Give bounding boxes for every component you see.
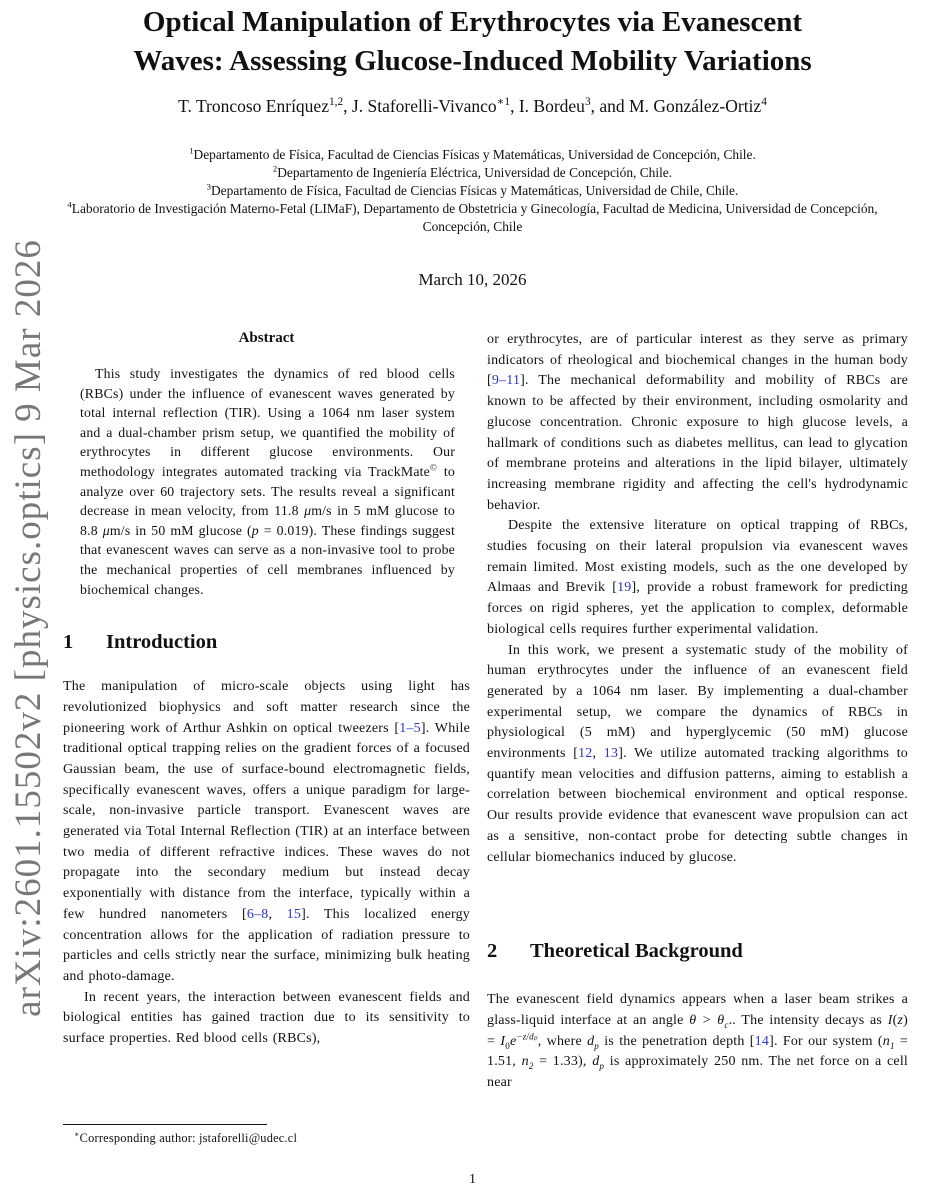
text-segment: , <box>592 746 604 762</box>
text-segment: Corresponding author: jstaforelli@udec.cl <box>79 1131 298 1145</box>
text-segment: m/s in 5 mM glucose to 8.8 <box>80 503 455 538</box>
theory-paragraph-1 <box>487 990 908 1094</box>
text-segment: θ > θ <box>689 1012 725 1028</box>
text-segment: ]. For our system ( <box>769 1033 883 1049</box>
text-segment: Departamento de Física, Facultad de Ciencias Físicas y Matemáticas, Universidad de Concepción, Chile. <box>193 147 756 162</box>
text-segment: , where <box>537 1033 588 1049</box>
text-segment: 0 <box>505 1040 510 1051</box>
text-segment: This study investigates the dynamics of red blood cells (RBCs) under the influence of evanescent waves generated by total internal reflection (TIR). Using a 1064 nm laser system and a dual-chamber prism setup, we quantified the mobility of erythrocytes in different glucose environments. Our methodology integrates automated tracking via TrackMate <box>80 366 455 479</box>
paper-title-line2: Waves: Assessing Glucose-Induced Mobility Variations <box>133 45 812 77</box>
text-segment: ], provide a robust framework for predicting forces on rigid spheres, yet the application to complex, deformable biological cells requires further experimental validation. <box>487 580 908 637</box>
text-segment: In recent years, the interaction between evanescent fields and biological entities has gained traction due to its sensitivity to surface properties. Red blood cells (RBCs), <box>63 989 470 1047</box>
citation-link[interactable]: 9–11 <box>491 373 521 389</box>
text-segment: = 0.019). These findings suggest that evanescent waves can serve as a non-invasive tool to probe the mechanical properties of cell membranes influenced by biochemical changes. <box>80 522 455 597</box>
text-segment: T. Troncoso Enríquez <box>178 96 329 116</box>
citation-link[interactable]: 13 <box>603 746 619 762</box>
text-segment: ]. The mechanical deformability and mobility of RBCs are known to be affected by their environment, including osmolarity and glucose concentration. Chronic exposure to high glucose levels, a hallmark of conditions such as diabetes mellitus, can lead to glycation of membrane proteins and alterations in the lipid bilayer, ultimately increasing membrane rigidity and affecting the cell's hydrodynamic behavior. <box>487 373 908 513</box>
text-segment: 1 <box>889 1040 895 1051</box>
text-segment: = 1.51, <box>487 1033 909 1070</box>
text-segment: c <box>724 1019 729 1030</box>
text-segment: 3 <box>206 181 212 192</box>
text-segment: m/s in 50 mM glucose ( <box>109 522 252 538</box>
text-segment: 3 <box>584 96 591 109</box>
text-segment: −z/dₚ <box>516 1031 538 1042</box>
text-segment: Departamento de Ingeniería Eléctrica, Universidad de Concepción, Chile. <box>277 165 673 180</box>
text-segment: p <box>599 1061 605 1072</box>
body-paragraph-1 <box>487 330 908 516</box>
text-segment: ]. This localized energy concentration allows for the application of radiation pressure to particles and cells strictly near the surface, minimizing bulk heating and photo-damage. <box>63 906 471 984</box>
text-segment: 1 <box>189 145 194 156</box>
text-segment: 4 <box>761 96 767 109</box>
text-segment: d <box>587 1033 595 1049</box>
text-segment: .. The intensity decays as <box>728 1012 888 1028</box>
two-column-body <box>0 330 945 1128</box>
affiliation-line-4 <box>38 200 908 236</box>
right-column <box>487 330 908 1128</box>
intro-paragraph-2 <box>63 988 470 1050</box>
page-number: 1 <box>469 1172 476 1187</box>
text-segment: z <box>897 1012 904 1028</box>
text-segment: d <box>592 1054 600 1070</box>
text-segment: , J. Staforelli-Vivanco <box>343 96 497 116</box>
text-segment: ]. While traditional optical trapping relies on the gradient forces of a focused Gaussian beam, the use of surface-bound electromagnetic fields, specifically evanescent waves, offers a unique paradigm for large-scale, non-invasive particle transport. Evanescent waves are generated via Total Internal Reflection (TIR) at an interface between two media of different refractive indices. These waves do not propagate into the secondary medium but instead decay exponentially with distance from the interface, typically within a few hundred nanometers [ <box>63 720 470 922</box>
text-segment: , <box>268 906 287 922</box>
text-segment: or erythrocytes, are of particular interest as they serve as primary indicators of rheological and biochemical changes in the human body [ <box>487 332 908 389</box>
text-segment: n <box>882 1033 890 1049</box>
text-segment: ∗ <box>74 1129 80 1139</box>
text-segment: p <box>594 1040 600 1051</box>
footnote-rule <box>63 1124 267 1125</box>
left-column <box>63 330 470 1128</box>
text-segment: is approximately 250 nm. The net force on a cell near <box>487 1054 909 1091</box>
section-2-heading <box>487 938 908 965</box>
text-segment: In this work, we present a systematic study of the mobility of human erythrocytes under the influence of an evanescent field generated by a 1064 nm laser. By implementing a dual-chamber experimental setup, we compare the dynamics of RBCs in physiological (5 mM) and hyperglycemic (50 mM) glucose environments [ <box>487 642 908 762</box>
citation-link[interactable]: 19 <box>617 580 632 596</box>
text-segment: is the penetration depth [ <box>599 1033 755 1049</box>
text-segment: μ <box>304 503 312 519</box>
text-segment: I <box>500 1033 506 1049</box>
paper-title <box>0 0 945 81</box>
affiliation-line-2 <box>38 164 908 182</box>
citation-link[interactable]: 12 <box>578 746 593 762</box>
text-segment: 2 <box>272 163 278 174</box>
citation-link[interactable]: 6–8 <box>246 906 269 922</box>
text-segment: ) = <box>487 1012 908 1049</box>
footnote-text <box>63 1131 470 1146</box>
text-segment: p <box>251 522 259 538</box>
section-2-title: Theoretical Background <box>530 940 743 963</box>
text-segment: , and M. González-Ortiz <box>590 96 762 116</box>
text-segment: Despite the extensive literature on optical trapping of RBCs, studies focusing on their lateral propulsion via evanescent waves remain limited. Most existing models, such as the one developed by Almaas and Brevik [ <box>487 518 908 596</box>
text-segment: ∗1 <box>496 96 511 109</box>
authors-line <box>0 94 945 118</box>
text-segment: © <box>430 462 438 473</box>
affiliations-block <box>38 146 908 236</box>
abstract-text <box>80 364 455 599</box>
citation-link[interactable]: 15 <box>286 906 302 922</box>
section-1-heading <box>63 629 470 656</box>
text-segment: = 1.33), <box>533 1054 593 1070</box>
text-segment: ]. We utilize automated tracking algorithms to quantify mean velocities and diffusion patterns, aiming to establish a correlation between biochemical environment and optical response. Our results provide evidence that evanescent wave propulsion can act as a sensitive, non-contact probe for detecting subtle changes in cellular biomechanics induced by glucose. <box>487 746 908 865</box>
body-paragraph-3 <box>487 641 908 869</box>
arxiv-watermark: arXiv:2601.15502v2 [physics.optics] 9 Mar 2026 <box>8 239 49 1017</box>
affiliation-line-3 <box>38 182 908 200</box>
body-paragraph-2 <box>487 516 908 640</box>
section-2-number: 2 <box>487 940 498 963</box>
paper-title-line1: Optical Manipulation of Erythrocytes via Evanescent <box>142 6 803 38</box>
text-segment: The manipulation of micro-scale objects using light has revolutionized biophysics and soft matter research since the pioneering work of Arthur Ashkin on optical tweezers [ <box>63 679 470 736</box>
text-segment: μ <box>102 522 110 538</box>
text-segment: e <box>509 1033 517 1049</box>
text-segment: to analyze over 60 trajectory sets. The results reveal a significant decrease in mean velocity, from 11.8 <box>80 463 455 519</box>
section-1-title: Introduction <box>106 631 218 654</box>
text-segment: 4 <box>67 199 72 210</box>
citation-link[interactable]: 1–5 <box>399 720 421 736</box>
text-segment: 1,2 <box>328 96 344 109</box>
citation-link[interactable]: 14 <box>754 1033 770 1049</box>
text-segment: I <box>887 1012 893 1028</box>
footnote <box>63 1124 470 1146</box>
text-segment: Departamento de Física, Facultad de Ciencias Físicas y Matemáticas, Universidad de Chile, Chile. <box>211 183 739 198</box>
intro-paragraph-1 <box>63 677 470 988</box>
affiliation-line-1 <box>38 146 908 164</box>
text-segment: 2 <box>528 1061 534 1072</box>
paper-date: March 10, 2026 <box>418 270 527 289</box>
text-segment: Laboratorio de Investigación Materno-Fetal (LIMaF), Departamento de Obstetricia y Ginecología, Facultad de Medicina, Universidad de Concepción, Concepción, Chile <box>71 201 878 234</box>
abstract-heading: Abstract <box>238 330 295 346</box>
text-segment: n <box>521 1054 529 1070</box>
section-1-number: 1 <box>63 631 74 654</box>
text-segment: The evanescent field dynamics appears when a laser beam strikes a glass-liquid interface at an angle <box>487 992 908 1028</box>
text-segment: , I. Bordeu <box>510 96 585 116</box>
text-segment: ( <box>892 1012 898 1028</box>
